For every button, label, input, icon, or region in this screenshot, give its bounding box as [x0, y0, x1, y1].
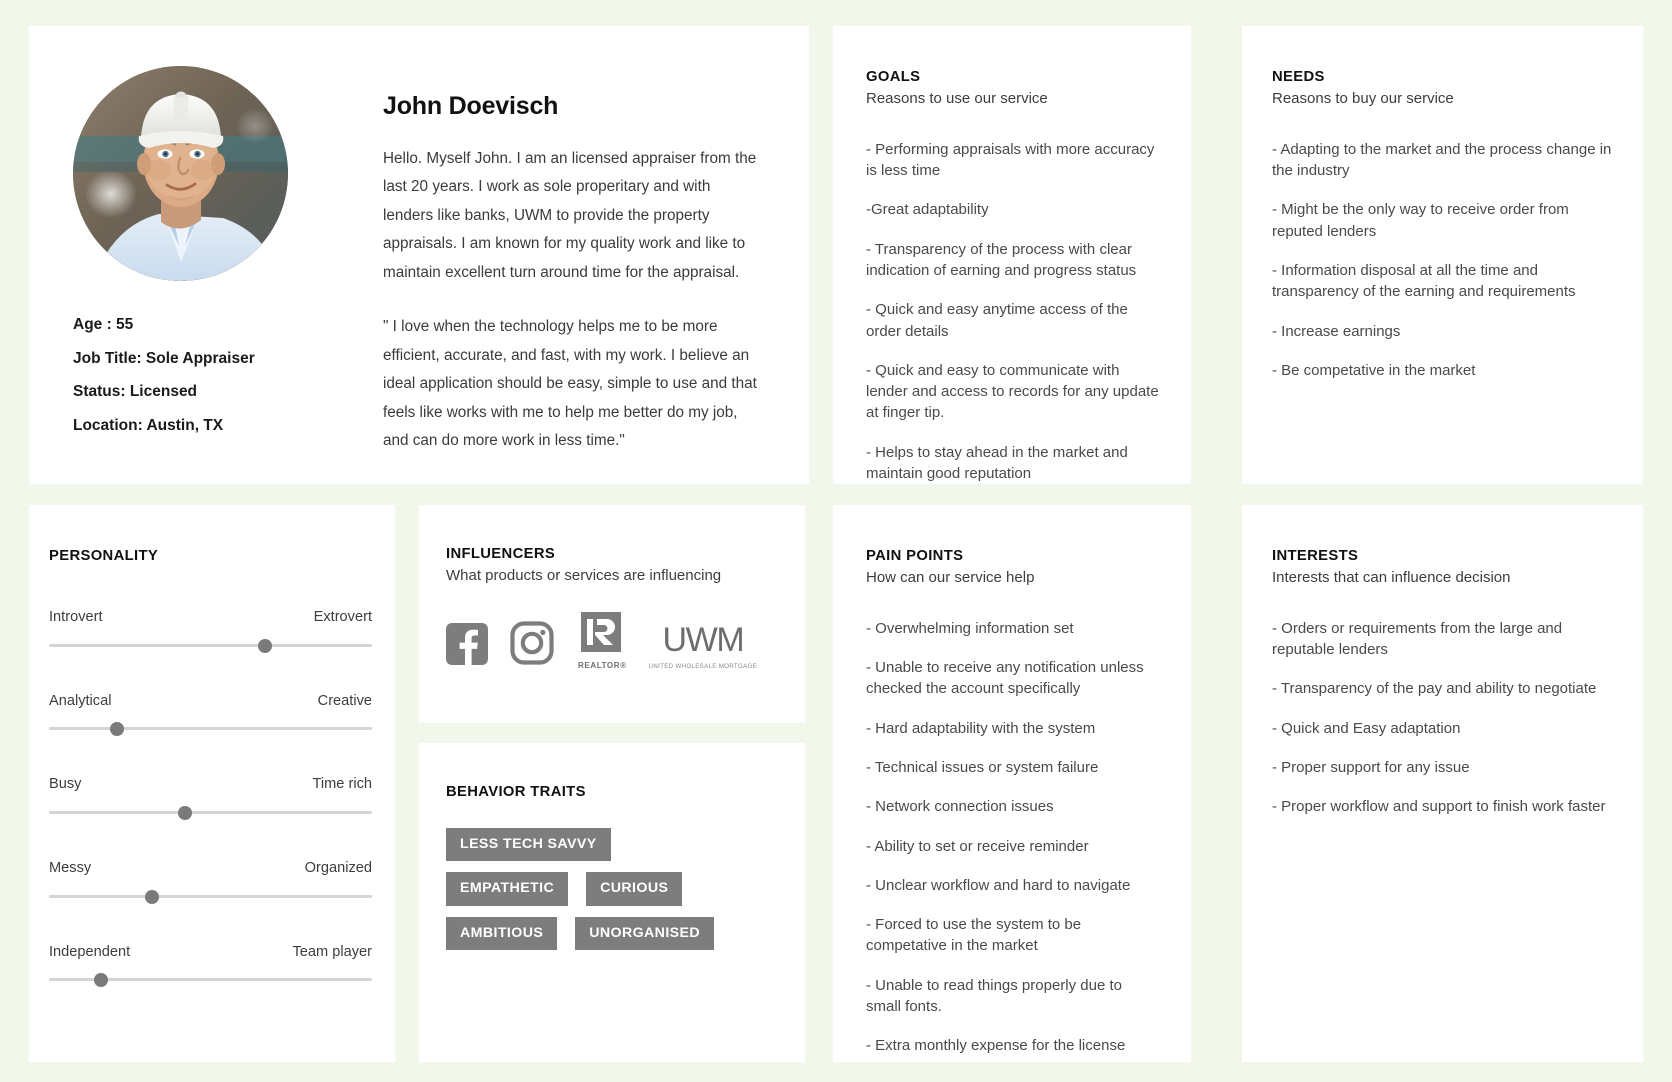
needs-subtitle: Reasons to buy our service — [1272, 90, 1454, 108]
slider-left-label: Introvert — [49, 609, 103, 626]
list-item: - Adapting to the market and the process change in the industry — [1272, 140, 1612, 180]
slider-knob[interactable] — [145, 890, 159, 904]
uwm-logo-caption: UNITED WHOLESALE MORTGAGE — [648, 662, 758, 670]
slider-knob[interactable] — [178, 806, 192, 820]
profile-card — [29, 26, 809, 484]
interests-title: INTERESTS — [1272, 548, 1359, 564]
slider-knob[interactable] — [110, 722, 124, 736]
interests-card — [1242, 505, 1643, 1062]
slider-track[interactable] — [49, 973, 372, 987]
personality-title: PERSONALITY — [49, 548, 159, 564]
slider-right-label: Creative — [317, 692, 372, 709]
list-item: - Proper support for any issue — [1272, 758, 1470, 776]
pain-points-subtitle: How can our service help — [866, 569, 1035, 587]
list-item: -Great adaptability — [866, 201, 989, 219]
influencer-facebook[interactable] — [446, 623, 488, 670]
slider-left-label: Analytical — [49, 692, 112, 709]
pain-points-card — [833, 505, 1191, 1062]
profile-meta-job-title: Job Title: Sole Appraiser — [73, 349, 255, 367]
profile-meta-status: Status: Licensed — [73, 383, 198, 400]
behavior-trait-chip[interactable]: UNORGANISED — [575, 917, 714, 950]
behavior-trait-chip[interactable]: EMPATHETIC — [446, 872, 568, 905]
slider-track[interactable] — [49, 722, 372, 736]
personality-slider-analytical-creative — [49, 694, 372, 737]
slider-knob[interactable] — [258, 639, 272, 653]
influencers-subtitle: What products or services are influencing — [446, 567, 722, 585]
influencers-title: INFLUENCERS — [446, 546, 556, 562]
behavior-trait-chip[interactable]: AMBITIOUS — [446, 917, 557, 950]
goals-subtitle: Reasons to use our service — [866, 90, 1048, 108]
profile-left-column — [73, 64, 335, 454]
profile-meta — [73, 317, 335, 433]
list-item: - Hard adaptability with the system — [866, 719, 1096, 737]
list-item: - Performing appraisals with more accuracy is less time — [866, 140, 1155, 180]
interests-subtitle: Interests that can influence decision — [1272, 569, 1511, 587]
influencer-uwm[interactable] — [648, 620, 758, 670]
slider-rail — [49, 727, 372, 730]
personality-slider-busy-time-rich — [49, 777, 372, 820]
slider-left-label: Independent — [49, 943, 131, 960]
needs-title: NEEDS — [1272, 69, 1325, 85]
avatar — [73, 66, 288, 281]
profile-meta-age: Age : 55 — [73, 316, 134, 333]
list-item: - Transparency of the pay and ability to negotiate — [1272, 680, 1597, 698]
list-item: - Ability to set or receive reminder — [866, 837, 1089, 855]
list-item: - Overwhelming information set — [866, 619, 1074, 637]
uwm-logo-text: UWM — [662, 620, 744, 659]
list-item: - Quick and easy anytime access of the order details — [866, 301, 1128, 340]
personality-slider-independent-team-player — [49, 945, 372, 988]
list-item: - Quick and easy to communicate with lender and access to records for any update at finger tip. — [866, 361, 1159, 422]
facebook-logo-icon — [446, 623, 488, 670]
pain-points-list — [866, 618, 1159, 1057]
list-item: - Helps to stay ahead in the market and maintain good reputation — [866, 443, 1128, 482]
influencer-realtor[interactable] — [576, 612, 627, 670]
person-name: John Doevisch — [383, 92, 559, 120]
list-item: - Unable to receive any notification unless checked the account specifically — [866, 659, 1144, 698]
interests-list — [1272, 618, 1613, 818]
list-item: - Unclear workflow and hard to navigate — [866, 876, 1131, 894]
behavior-traits-title: BEHAVIOR TRAITS — [446, 784, 586, 800]
influencer-instagram[interactable] — [510, 621, 554, 670]
slider-left-label: Messy — [49, 860, 92, 877]
behavior-trait-chip[interactable]: CURIOUS — [586, 872, 682, 905]
slider-track[interactable] — [49, 806, 372, 820]
slider-rail — [49, 644, 372, 647]
needs-list — [1272, 139, 1613, 381]
list-item: - Quick and Easy adaptation — [1272, 719, 1461, 737]
goals-card — [833, 26, 1191, 484]
realtor-logo-caption: REALTOR® — [578, 660, 627, 670]
list-item: - Network connection issues — [866, 798, 1054, 816]
slider-right-label: Organized — [304, 860, 372, 877]
needs-card — [1242, 26, 1643, 484]
list-item: - Information disposal at all the time and transparency of the earning and requirements — [1272, 261, 1576, 301]
instagram-logo-icon — [510, 621, 554, 670]
list-item: - Transparency of the process with clear indication of earning and progress status — [866, 240, 1137, 279]
list-item: - Extra monthly expense for the license — [866, 1037, 1126, 1055]
profile-right-column — [335, 64, 763, 454]
slider-right-label: Time rich — [312, 776, 372, 793]
influencer-logo-row — [446, 612, 775, 670]
personality-slider-introvert-extrovert — [49, 610, 372, 653]
profile-meta-location: Location: Austin, TX — [73, 416, 224, 434]
slider-knob[interactable] — [94, 973, 108, 987]
behavior-traits-card — [419, 743, 805, 1062]
personality-card — [29, 505, 395, 1062]
list-item: - Proper workflow and support to finish work faster — [1272, 798, 1606, 816]
personality-slider-messy-organized — [49, 861, 372, 904]
behavior-trait-chip[interactable]: LESS TECH SAVVY — [446, 828, 611, 861]
goals-list — [866, 139, 1159, 485]
person-bio: Hello. Myself John. I am an licensed appraiser from the last 20 years. I work as sole properitary and with lenders like banks, UWM to provide the property appraisals. I am known for my quality work and like to maintain excellent turn around time for the appraisal. — [383, 150, 757, 281]
slider-left-label: Busy — [49, 776, 82, 793]
behavior-traits-chip-list — [446, 828, 746, 950]
list-item: - Forced to use the system to be competative in the market — [866, 916, 1082, 955]
slider-rail — [49, 895, 372, 898]
list-item: - Be competative in the market — [1272, 361, 1476, 379]
slider-track[interactable] — [49, 890, 372, 904]
slider-track[interactable] — [49, 639, 372, 653]
slider-right-label: Team player — [292, 943, 372, 960]
list-item: - Technical issues or system failure — [866, 758, 1099, 776]
slider-rail — [49, 811, 372, 814]
slider-right-label: Extrovert — [313, 609, 372, 626]
goals-title: GOALS — [866, 69, 921, 85]
pain-points-title: PAIN POINTS — [866, 548, 964, 564]
list-item: - Might be the only way to receive order from reputed lenders — [1272, 201, 1569, 240]
influencers-card — [419, 505, 805, 723]
list-item: - Increase earnings — [1272, 322, 1401, 340]
list-item: - Orders or requirements from the large and reputable lenders — [1272, 619, 1563, 659]
person-quote: " I love when the technology helps me to be more efficient, accurate, and fast, with my work. I believe an ideal application should be easy, simple to use and that feels like works with me to help me better do my job, and can do more work in less time." — [383, 318, 757, 449]
list-item: - Unable to read things properly due to small fonts. — [866, 976, 1122, 1015]
realtor-logo-icon — [581, 612, 621, 659]
